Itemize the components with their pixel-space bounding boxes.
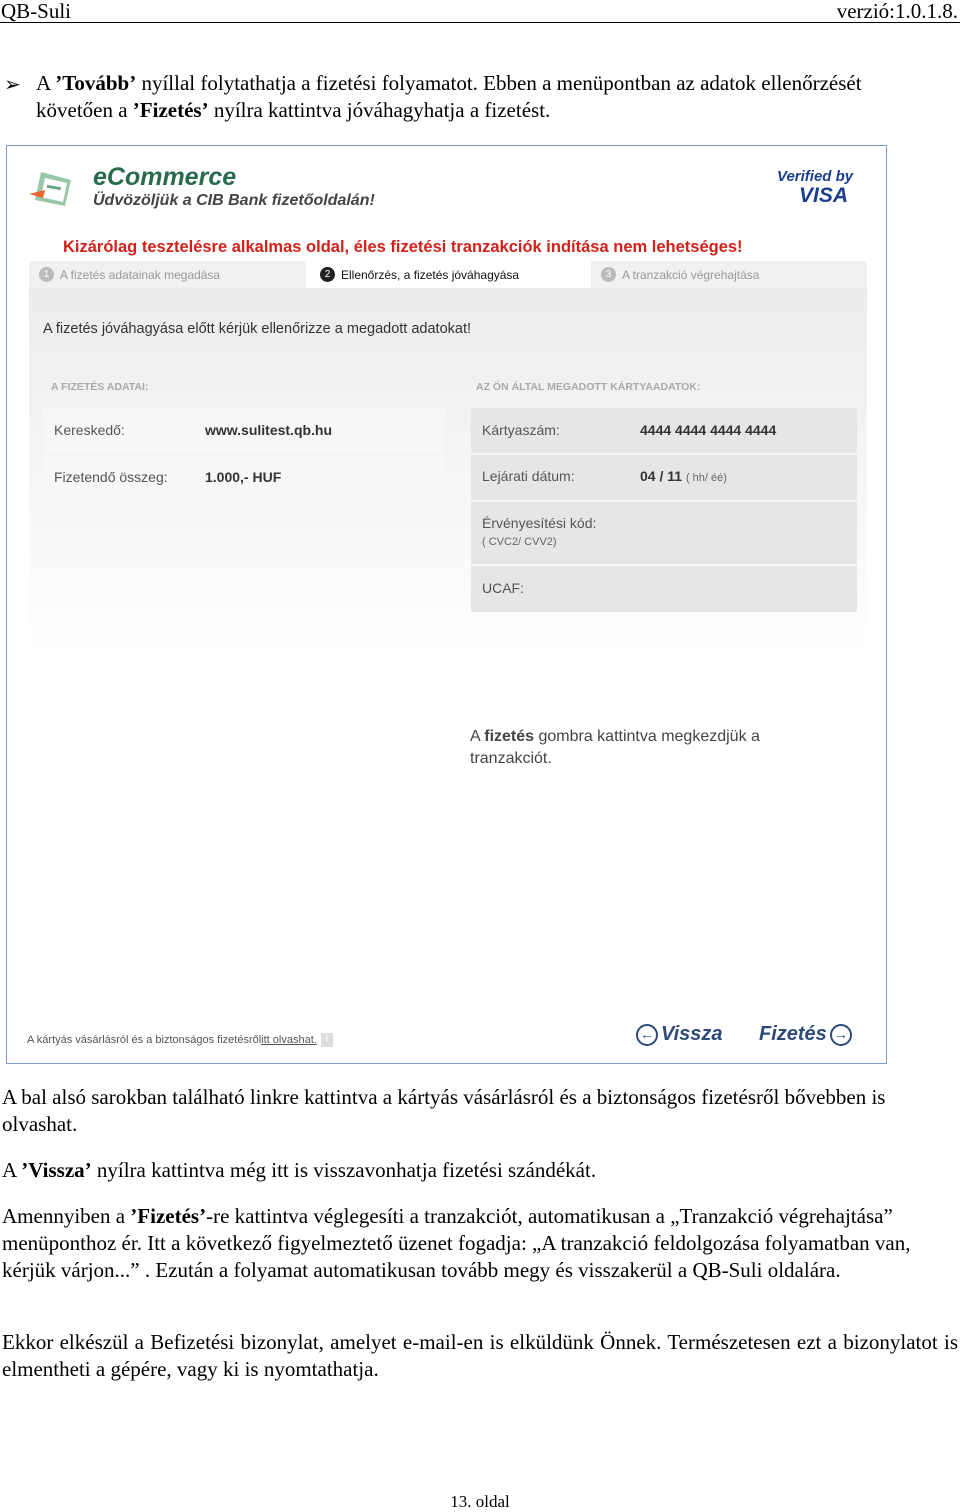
header-app-name: QB-Suli	[1, 0, 72, 23]
table-row: Fizetendő összeg: 1.000,- HUF	[43, 456, 445, 500]
page-header	[0, 0, 960, 23]
ecommerce-logo-icon	[29, 166, 89, 216]
read-more-link[interactable]: itt olvashat.	[261, 1033, 317, 1046]
step-number: 2	[320, 267, 335, 282]
card-data-heading: AZ ÖN ÁLTAL MEGADOTT KÁRTYAADATOK:	[476, 381, 701, 393]
welcome-text: Üdvözöljük a CIB Bank fizetőoldalán!	[93, 192, 375, 209]
bullet-arrow-icon: ➢	[4, 74, 21, 96]
step-number: 1	[39, 267, 54, 282]
payment-page-screenshot	[6, 145, 887, 1064]
table-row: Kártyaszám: 4444 4444 4444 4444	[471, 408, 857, 453]
test-warning: Kizárólag tesztelésre alkalmas oldal, éles fizetési tranzakciók indítása nem lehetséges!	[63, 238, 743, 256]
step-label: Ellenőrzés, a fizetés jóváhagyása	[341, 267, 520, 282]
table-row: UCAF:	[471, 566, 857, 612]
payment-note: A fizetés gombra kattintva megkezdjük a tranzakciót.	[470, 728, 760, 767]
progress-steps	[29, 261, 867, 288]
table-row: Kereskedő: www.sulitest.qb.hu	[43, 408, 445, 453]
step-3	[591, 261, 867, 288]
table-row: Érvényesítési kód: ( CVC2/ CVV2)	[471, 502, 857, 564]
header-version: verzió:1.0.1.8.	[836, 0, 958, 23]
paragraph-footer-link: A bal alsó sarokban található linkre kattintva a kártyás vásárlásról és a biztonságos fizetésről bővebben is olvashat.	[2, 1085, 886, 1136]
table-row: Lejárati dátum: 04 / 11 ( hh/ éé)	[471, 455, 857, 500]
arrow-right-icon: →	[830, 1024, 852, 1046]
paragraph-payment: Amennyiben a ’Fizetés’-re kattintva véglegesíti a tranzakciót, automatikusan a „Tranzakció végrehajtása” menüponthoz ér. Itt a következő figyelmeztető üzenet fogadja: „A tranzakció feldolgozása folyamatban van, kérjük várjon...” . Ezután a folyamat automatikusan tovább megy és visszakerül a QB-Suli oldalára.	[2, 1204, 911, 1282]
step-number: 3	[601, 267, 616, 282]
arrow-left-icon: ←	[636, 1024, 658, 1046]
step-2-active	[310, 261, 587, 288]
page-number: 13. oldal	[450, 1492, 510, 1511]
card-data-table	[471, 408, 857, 612]
info-icon: i	[321, 1033, 333, 1047]
brand-name: eCommerce	[93, 163, 237, 191]
verified-by-visa-logo: Verified by VISA	[777, 168, 854, 207]
intro-paragraph: A ’Tovább’ nyíllal folytathatja a fizetési folyamatot. Ebben a menüpontban az adatok ellenőrzését követően a ’Fizetés’ nyílra kattintva jóváhagyhatja a fizetést.	[36, 71, 862, 122]
back-button[interactable]: ← Vissza	[636, 1023, 723, 1046]
paragraph-back: A ’Vissza’ nyílra kattintva még itt is visszavonhatja fizetési szándékát.	[2, 1158, 597, 1182]
payment-data-table	[43, 408, 445, 500]
step-label: A fizetés adatainak megadása	[60, 267, 221, 282]
paragraph-receipt: Ekkor elkészül a Befizetési bizonylat, amelyet e-mail-en is elküldünk Önnek. Természetesen ezt a bizonylatot is elmentheti a gépére, vagy ki is nyomtathatja.	[2, 1330, 958, 1381]
step-1	[29, 261, 306, 288]
check-message: A fizetés jóváhagyása előtt kérjük ellenőrizze a megadott adatokat!	[43, 321, 472, 337]
pay-button[interactable]: Fizetés →	[759, 1023, 852, 1046]
payment-data-heading: A FIZETÉS ADATAI:	[51, 381, 149, 393]
step-label: A tranzakció végrehajtása	[622, 267, 760, 282]
footer-info: A kártyás vásárlásról és a biztonságos fizetésrőlitt olvashat. i	[27, 1033, 333, 1047]
